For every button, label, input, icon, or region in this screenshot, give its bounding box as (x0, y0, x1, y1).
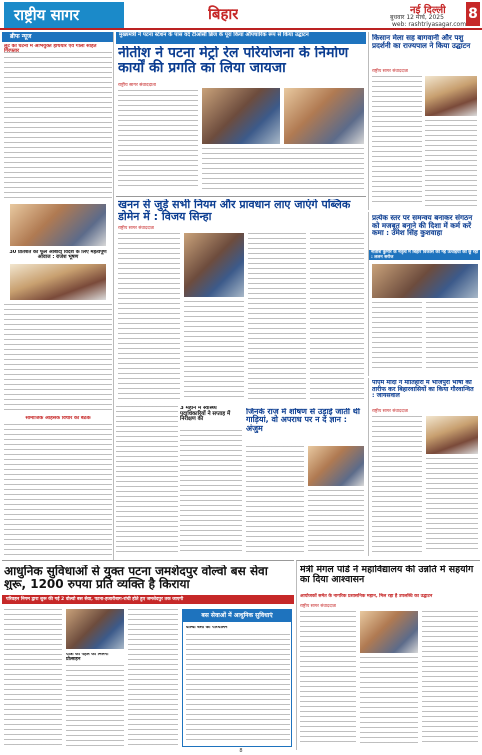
college-text-col2 (360, 657, 418, 745)
lead-byline: राष्ट्रीय सागर संवाददाता (118, 83, 157, 88)
kushwaha-headline: प्रत्येक स्तर पर समन्वय बनाकर संगठन को मजबूत बनाने की दिशा में कर्म करें कमा : उमेश सिंह कुशवाहा (372, 214, 473, 237)
brief-item1-text (4, 52, 112, 200)
governor-photo (425, 76, 477, 116)
website: web: rashtriyasagar.com (392, 21, 467, 28)
lead-photo-1 (202, 88, 280, 144)
brief-item1-title: लूट की घटना में अभियुक्त हथियार एवं गोली सहित (4, 44, 97, 49)
mining-text-col3 (248, 233, 306, 401)
masthead (0, 0, 482, 30)
footer-page-number: 8 (239, 748, 243, 754)
college-story (296, 560, 480, 750)
bus-sub2: वोल्वो बसों का परिचालन (186, 626, 228, 630)
college-headline: मंत्री मंगल पांडे ने महाविद्यालय की उन्नति में सहयोग का दिया आश्वासन (300, 565, 474, 585)
bus-story (2, 560, 294, 750)
bus-banner: परिवहन निगम द्वारा शुरू की गई 2 वोल्वो बस सेवा, पटना-हजारीबाग-रांची होते हुए जमशेदपुर तक जाएगी (2, 595, 294, 604)
brief-column (2, 32, 114, 560)
lead-headline: नीतीश ने पटना मेट्रो रेल परियोजना के निर्माण कार्यों की प्रगति का लिया जायजा (118, 46, 349, 76)
kushwaha-text-col1 (372, 302, 422, 372)
health-story (180, 406, 242, 556)
edition-city: नई दिल्ली (410, 5, 446, 16)
mining-byline: राष्ट्रीय सागर संवाददाता (118, 226, 155, 231)
college-kicker: आयोजकों समेत के नागरिक प्रशासनिक महान, मिल रहा है उपलब्धि का उद्घाटन (300, 594, 433, 599)
anjum-story (244, 406, 366, 556)
brief-item3-title: सामाजिक अहिंसक विचार की बैठक (25, 416, 91, 421)
governor-story (368, 32, 480, 210)
lead-kicker: मुख्यमंत्री ने पटना स्टेशन के पास वर्द टीओसी ब्रिज के पूरा किया औपचारिक रूप से किया उद्घाटन (116, 32, 366, 44)
bus-box-text (186, 634, 290, 742)
mining-continued-text (116, 406, 178, 556)
bus-text-col2 (66, 665, 124, 747)
brief-item3-text (4, 424, 112, 558)
anjum-headline: जिनके राज में शोषण से उड़ाई जाती थी गाड़ियां, वो अपराध पर न दें ज्ञान : अंजुम (246, 408, 360, 433)
brief-item2-title: 30 प्रतिशत की फूल आबादी विदेश के लिए महत्वपूर्ण आवाज : राजेश भूषण (9, 250, 107, 261)
mining-text-col4 (310, 233, 364, 401)
health-text (180, 430, 242, 552)
kushwaha-photo (372, 264, 478, 298)
brief-photo (10, 204, 106, 246)
bus-text-col1 (4, 609, 62, 747)
lead-text-col2 (202, 148, 364, 190)
bus-sub1: यात्री की पहल को मिलेगा प्रोत्साहन (66, 653, 109, 662)
jaiswal-photo (426, 416, 478, 454)
mining-photo (184, 233, 244, 297)
jaiswal-byline: राष्ट्रीय सागर संवाददाता (372, 409, 409, 414)
section-title: बिहार (208, 5, 239, 23)
kushwaha-text-col2 (426, 302, 478, 372)
bus-facilities-box (182, 609, 292, 747)
governor-text-col2 (425, 120, 477, 206)
bus-headline: आधुनिक सुविधाओं से युक्त पटना जमशेदपुर वोल्वो बस सेवा शुरू, 1200 रुपया प्रति व्यक्ति है किराया (4, 565, 268, 591)
jaiswal-text-col2 (426, 458, 478, 552)
bus-photo (66, 609, 124, 649)
page-number: 8 (466, 2, 480, 26)
governor-text-col1 (372, 76, 422, 206)
college-text-col3 (422, 611, 478, 745)
mining-text-col2 (184, 301, 244, 401)
anjum-text-col1 (246, 446, 304, 552)
edition-date: बुधवार 12 मार्च, 2025 (390, 14, 444, 21)
governor-byline: राष्ट्रीय सागर संवाददाता (372, 69, 409, 74)
kushwaha-story (368, 212, 480, 376)
lead-story (116, 32, 366, 192)
college-text-col1 (300, 611, 356, 745)
brief-item2-text (4, 304, 112, 412)
brief-item2-photo (10, 264, 106, 300)
brief-news-label: ब्रीफ न्यूज (2, 32, 114, 42)
anjum-photo (308, 446, 364, 486)
lead-photo-2 (284, 88, 364, 144)
anjum-text-col2 (308, 490, 364, 552)
mining-headline: खनन से जुड़े सभी नियम और प्रावधान लाए जाएंगे पब्लिक डोमेन में : विजय सिन्हा (118, 199, 351, 223)
lead-text-col1 (118, 90, 198, 190)
jaiswal-text-col1 (372, 416, 422, 552)
jaiswal-headline: पीएम मोदी ने मोतिहारी में भोजपुरी भाषा की तारीफ कर बिहारवासियों का किया गौरवान्वित : जायसवाल (372, 380, 474, 399)
health-headline: 3 महीने में स्वास्थ्य पदाधिकारियों ने सप्ताह में निरीक्षण की (180, 406, 231, 423)
kushwaha-banner: नीतीश कुमार के नेतृत्व में बिहार विकास की नई ऊंचाइयों को छू रहा : ललन सरोज (369, 250, 480, 260)
mining-story (116, 196, 366, 406)
mining-text-col1 (118, 233, 180, 401)
bus-box-title: बस सेवाओं में आधुनिक सुविधाएं (183, 610, 291, 622)
college-byline: राष्ट्रीय सागर संवाददाता (300, 604, 337, 609)
governor-headline: किसान मेला सह बागवानी और पशु प्रदर्शनी का राज्यपाल ने किया उद्घाटन (372, 34, 471, 50)
newspaper-title: राष्ट्रीय सागर (4, 2, 124, 28)
college-photo (360, 611, 418, 653)
bus-text-col3 (128, 609, 178, 747)
jaiswal-story (368, 378, 480, 556)
